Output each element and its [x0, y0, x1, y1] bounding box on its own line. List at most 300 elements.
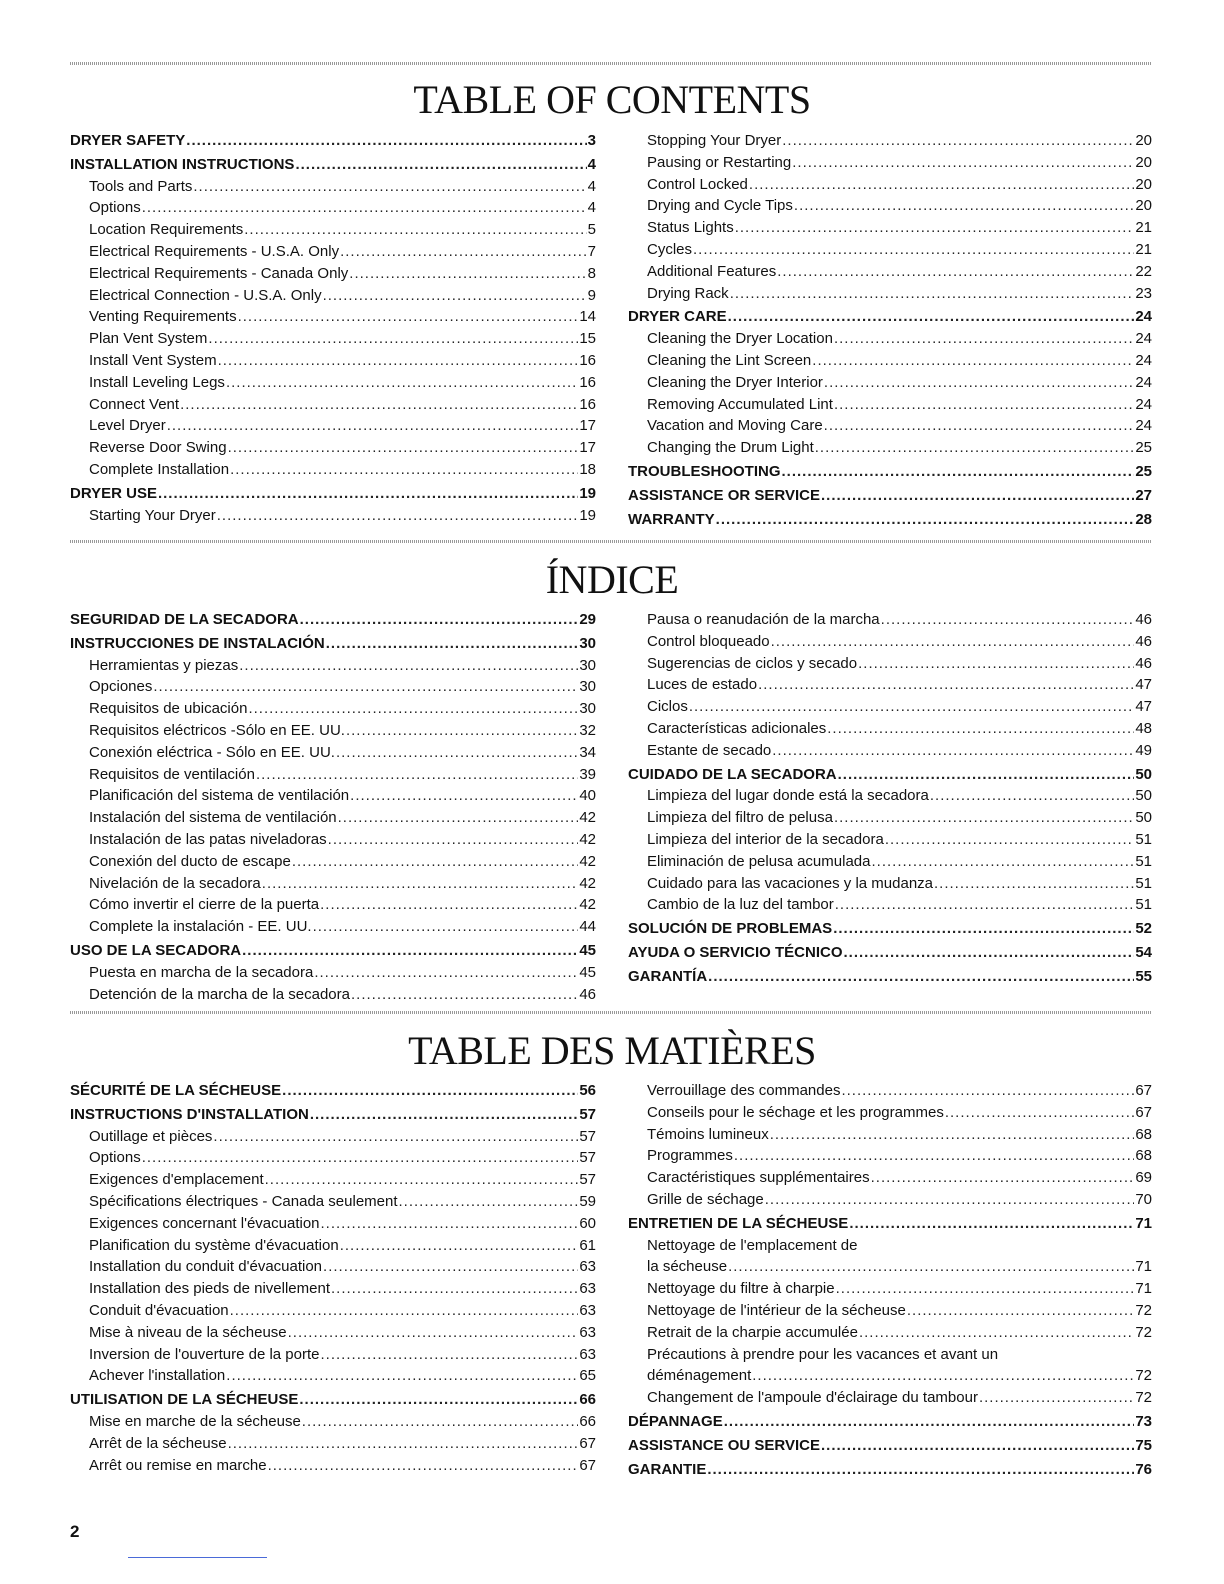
toc-page-number: 68: [1135, 1147, 1152, 1165]
section-title: TABLE DES MATIÈRES: [408, 1028, 816, 1073]
leader-dots: [242, 940, 578, 962]
toc-entry[interactable]: [70, 505, 596, 527]
toc-page-number: 27: [1135, 486, 1152, 504]
toc-page-number: 47: [1135, 698, 1152, 716]
toc-entry[interactable]: [628, 1189, 1152, 1211]
toc-entry[interactable]: [70, 829, 596, 851]
toc-section-heading[interactable]: [628, 918, 1152, 940]
leader-dots: [849, 1213, 1134, 1235]
toc-entry-label: Mise en marche de la sécheuse: [89, 1412, 301, 1430]
toc-entry[interactable]: [628, 696, 1152, 718]
toc-page-number: 71: [1135, 1214, 1152, 1232]
toc-entry[interactable]: [70, 241, 596, 263]
toc-page-number: 45: [579, 963, 596, 981]
section-divider: [70, 62, 1152, 65]
toc-section-heading[interactable]: [70, 1080, 596, 1102]
toc-entry-label: Conexión eléctrica - Sólo en EE. UU.: [89, 743, 335, 761]
toc-entry-label: Nivelación de la secadora: [89, 874, 261, 892]
toc-entry[interactable]: [628, 283, 1152, 305]
toc-entry[interactable]: [628, 829, 1152, 851]
toc-entry-label: Requisitos de ubicación: [89, 700, 248, 718]
toc-page-number: 9: [587, 286, 596, 304]
toc-page-number: 8: [587, 264, 596, 282]
leader-dots: [326, 633, 579, 655]
toc-entry-label: SOLUCIÓN DE PROBLEMAS: [628, 920, 833, 938]
toc-entry-label: Estante de secado: [647, 741, 772, 759]
toc-entry[interactable]: [628, 1387, 1152, 1409]
leader-dots: [338, 807, 579, 829]
toc-entry[interactable]: [70, 1300, 596, 1322]
toc-entry[interactable]: [70, 1433, 596, 1455]
leader-dots: [226, 372, 578, 394]
toc-entry-label: Options: [89, 1149, 141, 1167]
toc-entry-label: UTILISATION DE LA SÉCHEUSE: [70, 1391, 299, 1409]
toc-entry-label: DÉPANNAGE: [628, 1412, 723, 1430]
leader-dots: [689, 696, 1134, 718]
toc-page-number: 19: [579, 506, 596, 524]
toc-page-number: 42: [579, 852, 596, 870]
toc-entry[interactable]: [628, 631, 1152, 653]
toc-entry-label: Level Dryer: [89, 417, 166, 435]
leader-dots: [288, 1322, 579, 1344]
toc-entry[interactable]: [628, 807, 1152, 829]
toc-entry-label: Installation du conduit d'évacuation: [89, 1258, 323, 1276]
toc-entry[interactable]: [70, 1322, 596, 1344]
toc-section-heading[interactable]: [70, 609, 596, 631]
leader-dots: [821, 1435, 1134, 1457]
leader-dots: [350, 785, 578, 807]
toc-entry[interactable]: [628, 130, 1152, 152]
toc-entry[interactable]: [628, 1167, 1152, 1189]
toc-page-number: 4: [587, 199, 596, 217]
toc-entry-label: GARANTÍA: [628, 967, 708, 985]
section-divider: [70, 1011, 1152, 1014]
toc-section-heading[interactable]: [628, 461, 1152, 483]
toc-section-heading[interactable]: [628, 306, 1152, 328]
toc-entry[interactable]: [628, 894, 1152, 916]
toc-entry[interactable]: [70, 263, 596, 285]
toc-section-heading[interactable]: [628, 509, 1152, 531]
leader-dots: [230, 459, 578, 481]
toc-section-heading[interactable]: [70, 130, 596, 152]
toc-page-number: 23: [1135, 284, 1152, 302]
leader-dots: [708, 966, 1134, 988]
toc-page-number: 51: [1135, 852, 1152, 870]
toc-section-heading[interactable]: [628, 1411, 1152, 1433]
toc-entry[interactable]: [70, 851, 596, 873]
leader-dots: [336, 742, 578, 764]
toc-entry-label: Caractéristiques supplémentaires: [647, 1169, 870, 1187]
toc-entry-label: Planification du système d'évacuation: [89, 1236, 339, 1254]
leader-dots: [734, 1145, 1134, 1167]
toc-page-number: 25: [1135, 462, 1152, 480]
leader-dots: [782, 130, 1134, 152]
leader-dots: [979, 1387, 1134, 1409]
toc-page-number: 46: [1135, 611, 1152, 628]
leader-dots: [193, 176, 586, 198]
toc-entry[interactable]: [70, 1278, 596, 1300]
toc-page-number: 46: [1135, 654, 1152, 672]
toc-entry-label: Complete Installation: [89, 460, 230, 478]
toc-entry-label: Requisitos eléctricos -Sólo en EE. UU.: [89, 721, 345, 739]
toc-section-heading[interactable]: [70, 1389, 596, 1411]
leader-dots: [724, 1411, 1135, 1433]
toc-entry-label: Changement de l'ampoule d'éclairage du tambour: [647, 1389, 978, 1407]
toc-entry[interactable]: [628, 1124, 1152, 1146]
toc-page-number: 55: [1135, 967, 1152, 985]
toc-page-number: 46: [1135, 632, 1152, 650]
toc-entry[interactable]: [70, 459, 596, 481]
toc-entry-label: Install Leveling Legs: [89, 373, 225, 391]
toc-entry[interactable]: [70, 807, 596, 829]
leader-dots: [238, 306, 579, 328]
toc-column-left: [70, 609, 596, 1005]
toc-page-number: 4: [587, 155, 596, 173]
toc-entry[interactable]: [628, 718, 1152, 740]
toc-entry[interactable]: [70, 894, 596, 916]
leader-dots: [858, 653, 1134, 675]
leader-dots: [836, 1278, 1135, 1300]
toc-entry-label: Electrical Requirements - U.S.A. Only: [89, 242, 340, 260]
leader-dots: [340, 241, 587, 263]
toc-section-heading[interactable]: [628, 485, 1152, 507]
toc-entry-label: Requisitos de ventilación: [89, 765, 255, 783]
toc-entry[interactable]: [628, 394, 1152, 416]
toc-entry-label: Puesta en marcha de la secadora: [89, 963, 314, 981]
toc-page-number: 56: [579, 1082, 596, 1099]
toc-entry[interactable]: [628, 239, 1152, 261]
toc-page-number: 24: [1135, 417, 1152, 435]
leader-dots: [310, 1104, 578, 1126]
toc-entry-label: Instalación de las patas niveladoras: [89, 830, 327, 848]
toc-entry[interactable]: [70, 1411, 596, 1433]
leader-dots: [907, 1300, 1134, 1322]
toc-section-heading[interactable]: [70, 633, 596, 655]
toc-entry-label: Electrical Connection - U.S.A. Only: [89, 286, 322, 304]
leader-dots: [300, 609, 579, 631]
toc-entry-label: SÉCURITÉ DE LA SÉCHEUSE: [70, 1082, 282, 1099]
toc-entry[interactable]: [628, 1080, 1152, 1102]
toc-entry[interactable]: [628, 1278, 1152, 1300]
toc-page-number: 72: [1135, 1367, 1152, 1385]
leader-dots: [340, 1235, 579, 1257]
toc-page-number: 57: [579, 1105, 596, 1123]
toc-entry[interactable]: [70, 764, 596, 786]
toc-entry-label: Exigences d'emplacement: [89, 1171, 264, 1189]
toc-entry[interactable]: [628, 174, 1152, 196]
toc-entry[interactable]: [70, 984, 596, 1006]
toc-page-number: 20: [1135, 132, 1152, 149]
toc-page-number: 50: [1135, 809, 1152, 827]
toc-page-number: 59: [579, 1192, 596, 1210]
leader-dots: [218, 350, 579, 372]
toc-entry[interactable]: [70, 1191, 596, 1213]
leader-dots: [834, 394, 1134, 416]
leader-dots: [302, 1411, 579, 1433]
toc-entry[interactable]: [628, 415, 1152, 437]
toc-entry-label: Starting Your Dryer: [89, 506, 216, 524]
leader-dots: [834, 328, 1134, 350]
toc-entry-label: CUIDADO DE LA SECADORA: [628, 765, 837, 783]
toc-entry-label: Cycles: [647, 240, 693, 258]
leader-dots: [730, 283, 1135, 305]
toc-entry-label: Herramientas y piezas: [89, 656, 239, 674]
toc-entry[interactable]: [70, 437, 596, 459]
toc-entry-label: Drying Rack: [647, 284, 729, 302]
toc-entry[interactable]: [628, 437, 1152, 459]
leader-dots: [226, 1365, 578, 1387]
toc-section-heading[interactable]: [628, 1435, 1152, 1457]
leader-dots: [292, 851, 579, 873]
leader-dots: [728, 1256, 1134, 1278]
leader-dots: [716, 509, 1135, 531]
toc-entry[interactable]: [70, 176, 596, 198]
toc-page-number: 29: [579, 611, 596, 628]
toc-page-number: 63: [579, 1280, 596, 1298]
toc-entry[interactable]: [628, 261, 1152, 283]
leader-dots: [792, 152, 1134, 174]
toc-entry-label: Electrical Requirements - Canada Only: [89, 264, 349, 282]
toc-page-number: 45: [579, 941, 596, 959]
toc-page-number: 21: [1135, 240, 1152, 258]
toc-section-heading[interactable]: [628, 966, 1152, 988]
leader-dots: [835, 894, 1135, 916]
toc-entry[interactable]: [70, 1169, 596, 1191]
toc-entry[interactable]: [70, 1147, 596, 1169]
toc-entry-label: Témoins lumineux: [647, 1125, 769, 1143]
toc-entry[interactable]: [628, 152, 1152, 174]
toc-entry[interactable]: [70, 415, 596, 437]
toc-page-number: 72: [1135, 1323, 1152, 1341]
toc-entry-label: Grille de séchage: [647, 1190, 764, 1208]
toc-page-number: 65: [579, 1367, 596, 1385]
leader-dots: [934, 873, 1134, 895]
leader-dots: [772, 740, 1134, 762]
toc-section-heading[interactable]: [628, 764, 1152, 786]
leader-dots: [346, 720, 578, 742]
toc-entry[interactable]: [628, 1300, 1152, 1322]
leader-dots: [268, 1455, 579, 1477]
toc-entry[interactable]: [70, 1256, 596, 1278]
toc-entry-label: Achever l'installation: [89, 1367, 226, 1385]
toc-entry-label: Changing the Drum Light: [647, 439, 814, 457]
leader-dots: [765, 1189, 1135, 1211]
toc-entry-label: Pausing or Restarting: [647, 153, 792, 171]
toc-page-number: 75: [1135, 1436, 1152, 1454]
toc-column-right: [628, 609, 1152, 988]
toc-page-number: 73: [1135, 1412, 1152, 1430]
leader-dots: [728, 306, 1135, 328]
toc-entry-label: DRYER SAFETY: [70, 132, 186, 149]
toc-entry[interactable]: [628, 195, 1152, 217]
toc-entry-label: TROUBLESHOOTING: [628, 462, 781, 480]
toc-entry[interactable]: [628, 1256, 1152, 1278]
leader-dots: [323, 1256, 578, 1278]
toc-entry[interactable]: [70, 1455, 596, 1477]
toc-page-number: 24: [1135, 395, 1152, 413]
leader-dots: [770, 1124, 1135, 1146]
toc-entry[interactable]: [628, 785, 1152, 807]
toc-entry[interactable]: [628, 653, 1152, 675]
toc-entry[interactable]: [70, 1213, 596, 1235]
toc-entry[interactable]: [628, 851, 1152, 873]
toc-page-number: 49: [1135, 741, 1152, 759]
toc-entry[interactable]: [628, 1322, 1152, 1344]
leader-dots: [871, 851, 1134, 873]
leader-dots: [693, 239, 1134, 261]
leader-dots: [824, 372, 1134, 394]
link-underline: [128, 1557, 267, 1558]
toc-page-number: 51: [1135, 830, 1152, 848]
toc-page-number: 40: [579, 787, 596, 805]
toc-entry[interactable]: [628, 740, 1152, 762]
leader-dots: [777, 261, 1134, 283]
leader-dots: [749, 174, 1134, 196]
leader-dots: [707, 1459, 1134, 1481]
toc-entry[interactable]: [628, 328, 1152, 350]
toc-entry[interactable]: [70, 285, 596, 307]
leader-dots: [351, 984, 578, 1006]
toc-entry-label: Ciclos: [647, 698, 688, 716]
toc-entry-label: Options: [89, 199, 141, 217]
toc-entry-label: Removing Accumulated Lint: [647, 395, 833, 413]
toc-entry-label: Luces de estado: [647, 676, 758, 694]
toc-entry[interactable]: [70, 720, 596, 742]
toc-section-heading[interactable]: [70, 154, 596, 176]
toc-entry[interactable]: [70, 306, 596, 328]
toc-page-number: 63: [579, 1258, 596, 1276]
toc-entry[interactable]: [628, 873, 1152, 895]
leader-dots: [827, 718, 1134, 740]
toc-entry-label: ASSISTANCE OU SERVICE: [628, 1436, 820, 1454]
toc-entry-label: Inversion de l'ouverture de la porte: [89, 1345, 320, 1363]
toc-entry[interactable]: [70, 962, 596, 984]
leader-dots: [299, 1389, 578, 1411]
toc-entry[interactable]: [628, 1365, 1152, 1387]
toc-page-number: 67: [579, 1456, 596, 1474]
toc-entry[interactable]: [70, 350, 596, 372]
toc-entry-label: Reverse Door Swing: [89, 439, 227, 457]
toc-page-number: 4: [587, 177, 596, 195]
toc-entry-label: Status Lights: [647, 219, 734, 237]
toc-entry-label: Retrait de la charpie accumulée: [647, 1323, 858, 1341]
toc-entry-label: Arrêt de la sécheuse: [89, 1434, 227, 1452]
toc-entry[interactable]: [70, 197, 596, 219]
leader-dots: [752, 1365, 1134, 1387]
toc-page-number: 19: [579, 484, 596, 502]
toc-entry-line: [628, 1344, 1152, 1366]
toc-page-number: 5: [587, 221, 596, 239]
toc-section-heading[interactable]: [70, 483, 596, 505]
toc-entry-label: Exigences concernant l'évacuation: [89, 1214, 320, 1232]
toc-entry[interactable]: [70, 219, 596, 241]
toc-entry[interactable]: [70, 372, 596, 394]
toc-entry-label: Limpieza del interior de la secadora: [647, 830, 884, 848]
toc-page-number: 15: [579, 330, 596, 348]
toc-page-number: 66: [579, 1391, 596, 1409]
leader-dots: [142, 197, 587, 219]
toc-page-number: 67: [1135, 1103, 1152, 1121]
toc-page-number: 51: [1135, 896, 1152, 914]
toc-page-number: 18: [579, 460, 596, 478]
toc-entry[interactable]: [70, 1126, 596, 1148]
toc-entry-label: AYUDA O SERVICIO TÉCNICO: [628, 943, 843, 961]
toc-entry-label: Stopping Your Dryer: [647, 132, 782, 149]
toc-section-heading[interactable]: [628, 1459, 1152, 1481]
toc-entry-label: Outillage et pièces: [89, 1127, 213, 1145]
toc-page-number: 60: [579, 1214, 596, 1232]
toc-entry-label: Sugerencias de ciclos y secado: [647, 654, 858, 672]
toc-section-heading[interactable]: [628, 942, 1152, 964]
leader-dots: [812, 350, 1134, 372]
toc-page-number: 17: [579, 439, 596, 457]
leader-dots: [833, 918, 1134, 940]
toc-section-heading[interactable]: [70, 1104, 596, 1126]
toc-entry-label: Drying and Cycle Tips: [647, 197, 793, 215]
toc-entry[interactable]: [70, 676, 596, 698]
toc-entry[interactable]: [628, 674, 1152, 696]
leader-dots: [885, 829, 1135, 851]
leader-dots: [841, 1080, 1134, 1102]
toc-page-number: 34: [579, 743, 596, 761]
toc-section-heading[interactable]: [70, 940, 596, 962]
toc-page-number: 3: [587, 132, 596, 149]
toc-entry[interactable]: [628, 217, 1152, 239]
toc-entry[interactable]: [70, 1365, 596, 1387]
toc-entry-label: Características adicionales: [647, 719, 827, 737]
leader-dots: [321, 1213, 579, 1235]
toc-entry-label: Control bloqueado: [647, 632, 770, 650]
toc-entry-label: Control Locked: [647, 175, 748, 193]
toc-entry[interactable]: [70, 873, 596, 895]
toc-entry[interactable]: [628, 1145, 1152, 1167]
toc-entry[interactable]: [70, 742, 596, 764]
toc-page-number: 30: [579, 656, 596, 674]
toc-entry-label: Programmes: [647, 1147, 733, 1165]
toc-page-number: 66: [579, 1412, 596, 1430]
toc-entry-label: Cómo invertir el cierre de la puerta: [89, 896, 320, 914]
toc-entry[interactable]: [628, 1102, 1152, 1124]
toc-entry[interactable]: [70, 328, 596, 350]
toc-entry[interactable]: [70, 785, 596, 807]
leader-dots: [256, 764, 578, 786]
leader-dots: [758, 674, 1134, 696]
toc-entry[interactable]: [70, 1235, 596, 1257]
toc-page-number: 61: [579, 1236, 596, 1254]
toc-entry[interactable]: [70, 698, 596, 720]
toc-entry-label: USO DE LA SECADORA: [70, 941, 242, 959]
toc-page-number: 48: [1135, 719, 1152, 737]
toc-page-number: 42: [579, 874, 596, 892]
toc-page-number: 20: [1135, 197, 1152, 215]
toc-entry[interactable]: [628, 350, 1152, 372]
toc-page-number: 50: [1135, 787, 1152, 805]
toc-page-number: 57: [579, 1171, 596, 1189]
toc-entry[interactable]: [628, 609, 1152, 631]
toc-entry[interactable]: [70, 916, 596, 938]
toc-entry[interactable]: [70, 1344, 596, 1366]
toc-entry[interactable]: [70, 394, 596, 416]
toc-entry-label: Verrouillage des commandes: [647, 1082, 841, 1099]
toc-entry-label: DRYER CARE: [628, 308, 727, 326]
section-title: TABLE OF CONTENTS: [413, 77, 811, 122]
toc-entry[interactable]: [70, 655, 596, 677]
toc-entry[interactable]: [628, 372, 1152, 394]
leader-dots: [945, 1102, 1134, 1124]
leader-dots: [244, 219, 586, 241]
leader-dots: [167, 415, 579, 437]
toc-section-heading[interactable]: [628, 1213, 1152, 1235]
